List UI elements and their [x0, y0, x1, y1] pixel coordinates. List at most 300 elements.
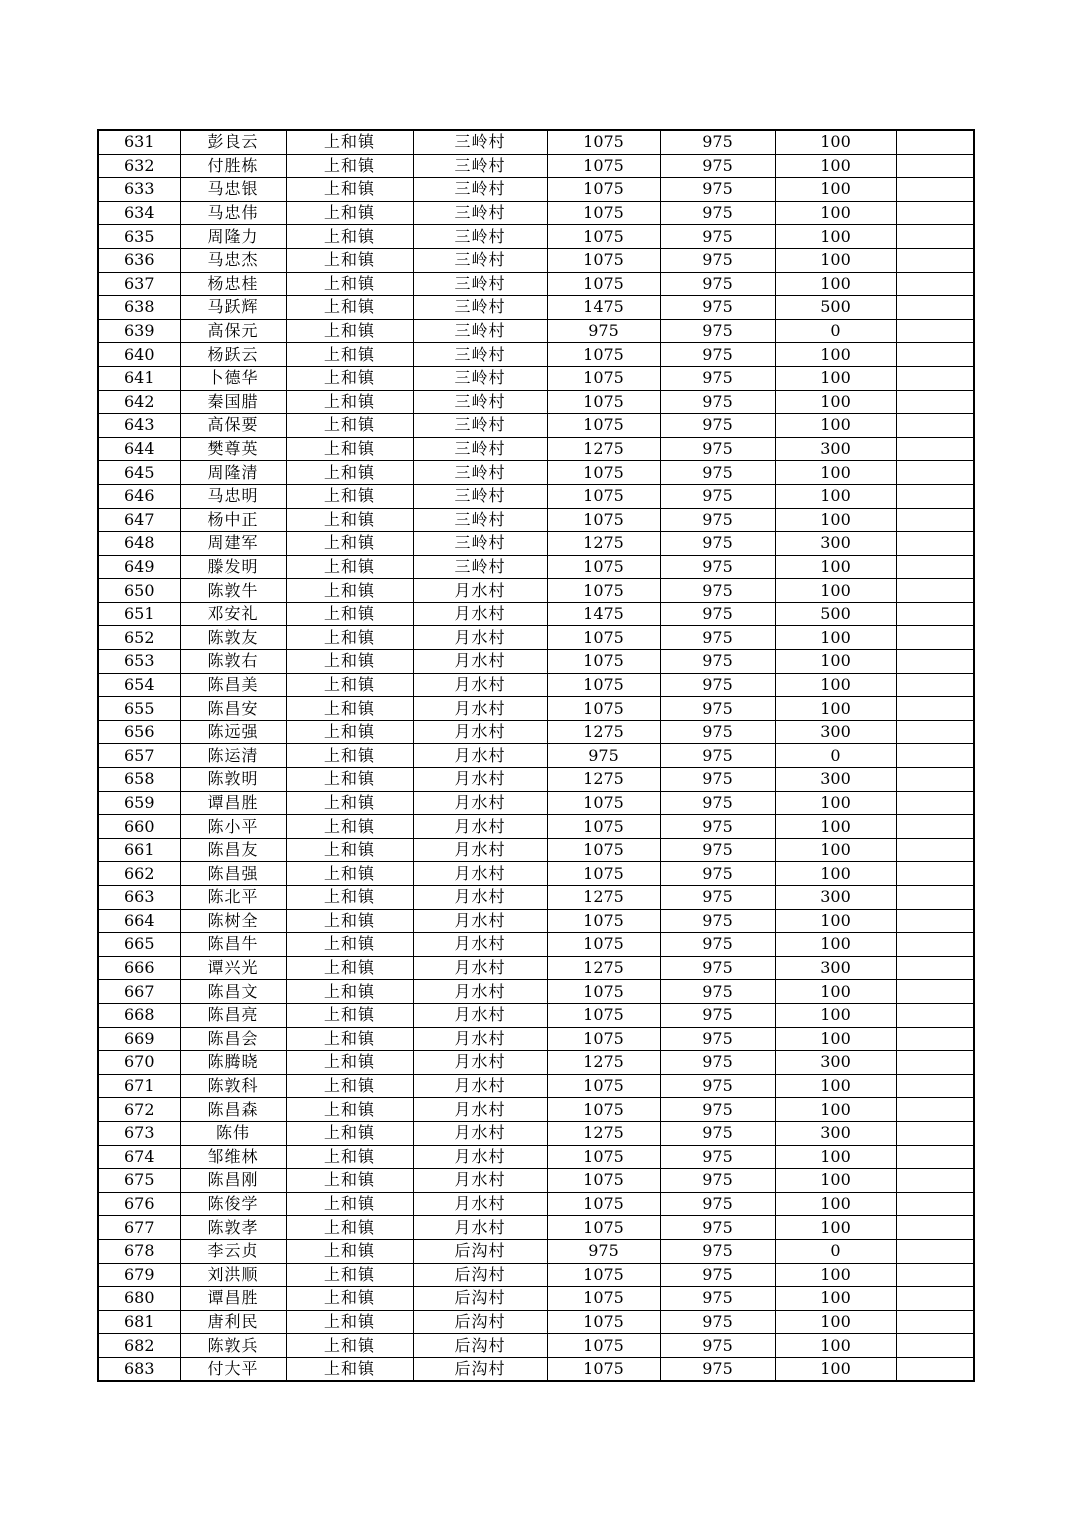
- difference-cell: 300: [775, 956, 896, 980]
- difference-cell: 100: [775, 1169, 896, 1193]
- village-cell: 后沟村: [413, 1287, 547, 1311]
- table-row: [98, 697, 974, 721]
- amount-b-cell: 975: [660, 886, 775, 910]
- table-row: [98, 461, 974, 485]
- amount-a-cell: 1475: [547, 296, 660, 320]
- town-cell: 上和镇: [286, 1121, 413, 1145]
- village-cell: 月水村: [413, 1027, 547, 1051]
- person-name-cell: 谭昌胜: [180, 791, 286, 815]
- row-number-cell: 683: [98, 1357, 180, 1381]
- difference-cell: 100: [775, 461, 896, 485]
- village-cell: 月水村: [413, 838, 547, 862]
- remark-cell: [896, 1263, 974, 1287]
- amount-b-cell: 975: [660, 1192, 775, 1216]
- row-number-cell: 664: [98, 909, 180, 933]
- remark-cell: [896, 414, 974, 438]
- village-cell: 月水村: [413, 602, 547, 626]
- amount-b-cell: 975: [660, 1239, 775, 1263]
- table-row: [98, 1239, 974, 1263]
- table-row: [98, 602, 974, 626]
- remark-cell: [896, 1334, 974, 1358]
- village-cell: 三岭村: [413, 437, 547, 461]
- village-cell: 三岭村: [413, 154, 547, 178]
- amount-a-cell: 1075: [547, 154, 660, 178]
- person-name-cell: 陈敦右: [180, 650, 286, 674]
- difference-cell: 100: [775, 1216, 896, 1240]
- town-cell: 上和镇: [286, 768, 413, 792]
- town-cell: 上和镇: [286, 461, 413, 485]
- village-cell: 三岭村: [413, 366, 547, 390]
- difference-cell: 100: [775, 272, 896, 296]
- town-cell: 上和镇: [286, 980, 413, 1004]
- amount-a-cell: 1075: [547, 909, 660, 933]
- table-row: [98, 1334, 974, 1358]
- row-number-cell: 663: [98, 886, 180, 910]
- person-name-cell: 陈远强: [180, 720, 286, 744]
- table-row: [98, 390, 974, 414]
- amount-a-cell: 975: [547, 744, 660, 768]
- difference-cell: 100: [775, 508, 896, 532]
- town-cell: 上和镇: [286, 909, 413, 933]
- table-row: [98, 1027, 974, 1051]
- difference-cell: 100: [775, 130, 896, 154]
- town-cell: 上和镇: [286, 366, 413, 390]
- town-cell: 上和镇: [286, 1357, 413, 1381]
- village-cell: 后沟村: [413, 1310, 547, 1334]
- amount-a-cell: 1075: [547, 248, 660, 272]
- difference-cell: 100: [775, 343, 896, 367]
- row-number-cell: 651: [98, 602, 180, 626]
- village-cell: 月水村: [413, 1192, 547, 1216]
- amount-b-cell: 975: [660, 296, 775, 320]
- difference-cell: 500: [775, 602, 896, 626]
- town-cell: 上和镇: [286, 626, 413, 650]
- remark-cell: [896, 933, 974, 957]
- town-cell: 上和镇: [286, 1003, 413, 1027]
- remark-cell: [896, 272, 974, 296]
- remark-cell: [896, 319, 974, 343]
- remark-cell: [896, 650, 974, 674]
- table-row: [98, 1263, 974, 1287]
- amount-a-cell: 1075: [547, 461, 660, 485]
- remark-cell: [896, 909, 974, 933]
- amount-a-cell: 1275: [547, 956, 660, 980]
- amount-a-cell: 1275: [547, 1121, 660, 1145]
- person-name-cell: 谭兴光: [180, 956, 286, 980]
- table-row: [98, 1216, 974, 1240]
- remark-cell: [896, 1357, 974, 1381]
- town-cell: 上和镇: [286, 838, 413, 862]
- amount-a-cell: 1275: [547, 886, 660, 910]
- table-row: [98, 1074, 974, 1098]
- amount-b-cell: 975: [660, 319, 775, 343]
- amount-a-cell: 1275: [547, 1051, 660, 1075]
- amount-a-cell: 1075: [547, 980, 660, 1004]
- amount-b-cell: 975: [660, 1287, 775, 1311]
- person-name-cell: 马忠银: [180, 178, 286, 202]
- village-cell: 三岭村: [413, 296, 547, 320]
- person-name-cell: 陈运清: [180, 744, 286, 768]
- row-number-cell: 680: [98, 1287, 180, 1311]
- difference-cell: 0: [775, 1239, 896, 1263]
- amount-a-cell: 1075: [547, 1003, 660, 1027]
- remark-cell: [896, 154, 974, 178]
- village-cell: 后沟村: [413, 1263, 547, 1287]
- amount-a-cell: 975: [547, 319, 660, 343]
- amount-a-cell: 1075: [547, 201, 660, 225]
- village-cell: 月水村: [413, 1145, 547, 1169]
- amount-a-cell: 1075: [547, 1098, 660, 1122]
- remark-cell: [896, 1216, 974, 1240]
- row-number-cell: 636: [98, 248, 180, 272]
- row-number-cell: 671: [98, 1074, 180, 1098]
- data-table: [97, 129, 975, 1382]
- village-cell: 三岭村: [413, 201, 547, 225]
- table-row: [98, 720, 974, 744]
- row-number-cell: 644: [98, 437, 180, 461]
- town-cell: 上和镇: [286, 1334, 413, 1358]
- row-number-cell: 668: [98, 1003, 180, 1027]
- amount-a-cell: 1075: [547, 1027, 660, 1051]
- difference-cell: 100: [775, 697, 896, 721]
- person-name-cell: 陈昌强: [180, 862, 286, 886]
- row-number-cell: 679: [98, 1263, 180, 1287]
- person-name-cell: 杨忠桂: [180, 272, 286, 296]
- village-cell: 三岭村: [413, 390, 547, 414]
- table-row: [98, 1357, 974, 1381]
- town-cell: 上和镇: [286, 1263, 413, 1287]
- amount-b-cell: 975: [660, 461, 775, 485]
- remark-cell: [896, 744, 974, 768]
- town-cell: 上和镇: [286, 650, 413, 674]
- town-cell: 上和镇: [286, 508, 413, 532]
- table-row: [98, 1287, 974, 1311]
- table-row: [98, 1310, 974, 1334]
- difference-cell: 100: [775, 933, 896, 957]
- amount-b-cell: 975: [660, 838, 775, 862]
- town-cell: 上和镇: [286, 319, 413, 343]
- remark-cell: [896, 296, 974, 320]
- village-cell: 三岭村: [413, 225, 547, 249]
- table-row: [98, 272, 974, 296]
- person-name-cell: 马跃辉: [180, 296, 286, 320]
- village-cell: 月水村: [413, 980, 547, 1004]
- difference-cell: 100: [775, 579, 896, 603]
- row-number-cell: 659: [98, 791, 180, 815]
- amount-b-cell: 975: [660, 1145, 775, 1169]
- table-row: [98, 508, 974, 532]
- village-cell: 月水村: [413, 744, 547, 768]
- village-cell: 三岭村: [413, 461, 547, 485]
- amount-a-cell: 1075: [547, 1310, 660, 1334]
- row-number-cell: 649: [98, 555, 180, 579]
- amount-b-cell: 975: [660, 1334, 775, 1358]
- row-number-cell: 648: [98, 532, 180, 556]
- town-cell: 上和镇: [286, 1169, 413, 1193]
- difference-cell: 500: [775, 296, 896, 320]
- remark-cell: [896, 1145, 974, 1169]
- difference-cell: 100: [775, 414, 896, 438]
- person-name-cell: 陈昌安: [180, 697, 286, 721]
- table-row: [98, 933, 974, 957]
- row-number-cell: 676: [98, 1192, 180, 1216]
- town-cell: 上和镇: [286, 815, 413, 839]
- row-number-cell: 635: [98, 225, 180, 249]
- amount-a-cell: 1075: [547, 178, 660, 202]
- amount-a-cell: 1075: [547, 1169, 660, 1193]
- amount-b-cell: 975: [660, 178, 775, 202]
- remark-cell: [896, 461, 974, 485]
- table-row: [98, 437, 974, 461]
- remark-cell: [896, 815, 974, 839]
- town-cell: 上和镇: [286, 673, 413, 697]
- town-cell: 上和镇: [286, 484, 413, 508]
- town-cell: 上和镇: [286, 154, 413, 178]
- village-cell: 三岭村: [413, 319, 547, 343]
- amount-a-cell: 1275: [547, 768, 660, 792]
- town-cell: 上和镇: [286, 697, 413, 721]
- table-row: [98, 1121, 974, 1145]
- difference-cell: 100: [775, 1098, 896, 1122]
- amount-b-cell: 975: [660, 744, 775, 768]
- row-number-cell: 657: [98, 744, 180, 768]
- town-cell: 上和镇: [286, 555, 413, 579]
- amount-b-cell: 975: [660, 720, 775, 744]
- table-row: [98, 650, 974, 674]
- remark-cell: [896, 956, 974, 980]
- village-cell: 月水村: [413, 1169, 547, 1193]
- row-number-cell: 646: [98, 484, 180, 508]
- table-row: [98, 225, 974, 249]
- remark-cell: [896, 555, 974, 579]
- person-name-cell: 陈敦友: [180, 626, 286, 650]
- amount-a-cell: 1075: [547, 390, 660, 414]
- village-cell: 月水村: [413, 1121, 547, 1145]
- amount-a-cell: 1075: [547, 933, 660, 957]
- remark-cell: [896, 1027, 974, 1051]
- village-cell: 月水村: [413, 768, 547, 792]
- row-number-cell: 656: [98, 720, 180, 744]
- remark-cell: [896, 366, 974, 390]
- amount-a-cell: 1075: [547, 555, 660, 579]
- town-cell: 上和镇: [286, 272, 413, 296]
- row-number-cell: 677: [98, 1216, 180, 1240]
- row-number-cell: 632: [98, 154, 180, 178]
- town-cell: 上和镇: [286, 390, 413, 414]
- person-name-cell: 马忠明: [180, 484, 286, 508]
- remark-cell: [896, 225, 974, 249]
- village-cell: 月水村: [413, 579, 547, 603]
- person-name-cell: 付大平: [180, 1357, 286, 1381]
- amount-a-cell: 1075: [547, 579, 660, 603]
- table-row: [98, 815, 974, 839]
- town-cell: 上和镇: [286, 886, 413, 910]
- table-row: [98, 1145, 974, 1169]
- difference-cell: 100: [775, 650, 896, 674]
- row-number-cell: 641: [98, 366, 180, 390]
- amount-a-cell: 1075: [547, 791, 660, 815]
- village-cell: 三岭村: [413, 248, 547, 272]
- person-name-cell: 周隆力: [180, 225, 286, 249]
- village-cell: 三岭村: [413, 508, 547, 532]
- amount-b-cell: 975: [660, 673, 775, 697]
- table-row: [98, 248, 974, 272]
- amount-b-cell: 975: [660, 1357, 775, 1381]
- town-cell: 上和镇: [286, 532, 413, 556]
- village-cell: 月水村: [413, 886, 547, 910]
- difference-cell: 100: [775, 154, 896, 178]
- row-number-cell: 670: [98, 1051, 180, 1075]
- person-name-cell: 唐利民: [180, 1310, 286, 1334]
- row-number-cell: 640: [98, 343, 180, 367]
- amount-b-cell: 975: [660, 626, 775, 650]
- row-number-cell: 661: [98, 838, 180, 862]
- town-cell: 上和镇: [286, 201, 413, 225]
- town-cell: 上和镇: [286, 791, 413, 815]
- amount-b-cell: 975: [660, 555, 775, 579]
- difference-cell: 100: [775, 673, 896, 697]
- village-cell: 三岭村: [413, 130, 547, 154]
- difference-cell: 100: [775, 248, 896, 272]
- person-name-cell: 高保元: [180, 319, 286, 343]
- town-cell: 上和镇: [286, 296, 413, 320]
- difference-cell: 100: [775, 1192, 896, 1216]
- amount-b-cell: 975: [660, 1098, 775, 1122]
- person-name-cell: 陈俊学: [180, 1192, 286, 1216]
- table-row: [98, 673, 974, 697]
- table-row: [98, 579, 974, 603]
- table-body: [98, 130, 974, 1381]
- amount-a-cell: 1075: [547, 862, 660, 886]
- remark-cell: [896, 343, 974, 367]
- remark-cell: [896, 626, 974, 650]
- remark-cell: [896, 508, 974, 532]
- amount-b-cell: 975: [660, 768, 775, 792]
- amount-b-cell: 975: [660, 862, 775, 886]
- amount-a-cell: 1075: [547, 343, 660, 367]
- table-row: [98, 1192, 974, 1216]
- amount-b-cell: 975: [660, 414, 775, 438]
- amount-b-cell: 975: [660, 532, 775, 556]
- town-cell: 上和镇: [286, 1027, 413, 1051]
- row-number-cell: 682: [98, 1334, 180, 1358]
- table-row: [98, 744, 974, 768]
- village-cell: 月水村: [413, 862, 547, 886]
- person-name-cell: 陈北平: [180, 886, 286, 910]
- table-row: [98, 154, 974, 178]
- town-cell: 上和镇: [286, 1310, 413, 1334]
- village-cell: 三岭村: [413, 484, 547, 508]
- amount-a-cell: 1075: [547, 225, 660, 249]
- amount-b-cell: 975: [660, 980, 775, 1004]
- difference-cell: 100: [775, 909, 896, 933]
- remark-cell: [896, 1239, 974, 1263]
- town-cell: 上和镇: [286, 1216, 413, 1240]
- table-row: [98, 768, 974, 792]
- town-cell: 上和镇: [286, 178, 413, 202]
- table-row: [98, 484, 974, 508]
- remark-cell: [896, 248, 974, 272]
- town-cell: 上和镇: [286, 933, 413, 957]
- table-row: [98, 980, 974, 1004]
- difference-cell: 100: [775, 555, 896, 579]
- amount-b-cell: 975: [660, 650, 775, 674]
- difference-cell: 0: [775, 319, 896, 343]
- difference-cell: 300: [775, 720, 896, 744]
- person-name-cell: 卜德华: [180, 366, 286, 390]
- row-number-cell: 638: [98, 296, 180, 320]
- person-name-cell: 陈昌刚: [180, 1169, 286, 1193]
- town-cell: 上和镇: [286, 744, 413, 768]
- table-row: [98, 555, 974, 579]
- difference-cell: 100: [775, 484, 896, 508]
- row-number-cell: 654: [98, 673, 180, 697]
- amount-a-cell: 1075: [547, 508, 660, 532]
- person-name-cell: 陈昌会: [180, 1027, 286, 1051]
- remark-cell: [896, 768, 974, 792]
- difference-cell: 300: [775, 768, 896, 792]
- town-cell: 上和镇: [286, 720, 413, 744]
- amount-a-cell: 1075: [547, 1192, 660, 1216]
- table-row: [98, 1051, 974, 1075]
- amount-a-cell: 1075: [547, 130, 660, 154]
- person-name-cell: 邹维林: [180, 1145, 286, 1169]
- amount-b-cell: 975: [660, 1216, 775, 1240]
- amount-b-cell: 975: [660, 225, 775, 249]
- row-number-cell: 667: [98, 980, 180, 1004]
- difference-cell: 100: [775, 862, 896, 886]
- remark-cell: [896, 838, 974, 862]
- row-number-cell: 666: [98, 956, 180, 980]
- amount-b-cell: 975: [660, 272, 775, 296]
- table-row: [98, 838, 974, 862]
- person-name-cell: 陈敦明: [180, 768, 286, 792]
- difference-cell: 300: [775, 532, 896, 556]
- remark-cell: [896, 1074, 974, 1098]
- amount-b-cell: 975: [660, 909, 775, 933]
- table-row: [98, 319, 974, 343]
- remark-cell: [896, 437, 974, 461]
- remark-cell: [896, 390, 974, 414]
- difference-cell: 100: [775, 390, 896, 414]
- amount-a-cell: 1275: [547, 720, 660, 744]
- amount-a-cell: 1075: [547, 272, 660, 296]
- person-name-cell: 陈小平: [180, 815, 286, 839]
- remark-cell: [896, 602, 974, 626]
- row-number-cell: 642: [98, 390, 180, 414]
- amount-b-cell: 975: [660, 1074, 775, 1098]
- person-name-cell: 陈敦牛: [180, 579, 286, 603]
- row-number-cell: 662: [98, 862, 180, 886]
- amount-b-cell: 975: [660, 815, 775, 839]
- table-row: [98, 862, 974, 886]
- person-name-cell: 陈昌亮: [180, 1003, 286, 1027]
- village-cell: 月水村: [413, 1003, 547, 1027]
- amount-b-cell: 975: [660, 956, 775, 980]
- person-name-cell: 陈腾晓: [180, 1051, 286, 1075]
- table-row: [98, 1098, 974, 1122]
- difference-cell: 100: [775, 1003, 896, 1027]
- remark-cell: [896, 862, 974, 886]
- person-name-cell: 陈昌友: [180, 838, 286, 862]
- difference-cell: 100: [775, 1287, 896, 1311]
- amount-b-cell: 975: [660, 1027, 775, 1051]
- remark-cell: [896, 1169, 974, 1193]
- difference-cell: 100: [775, 815, 896, 839]
- village-cell: 三岭村: [413, 178, 547, 202]
- amount-a-cell: 1075: [547, 1334, 660, 1358]
- person-name-cell: 陈敦孝: [180, 1216, 286, 1240]
